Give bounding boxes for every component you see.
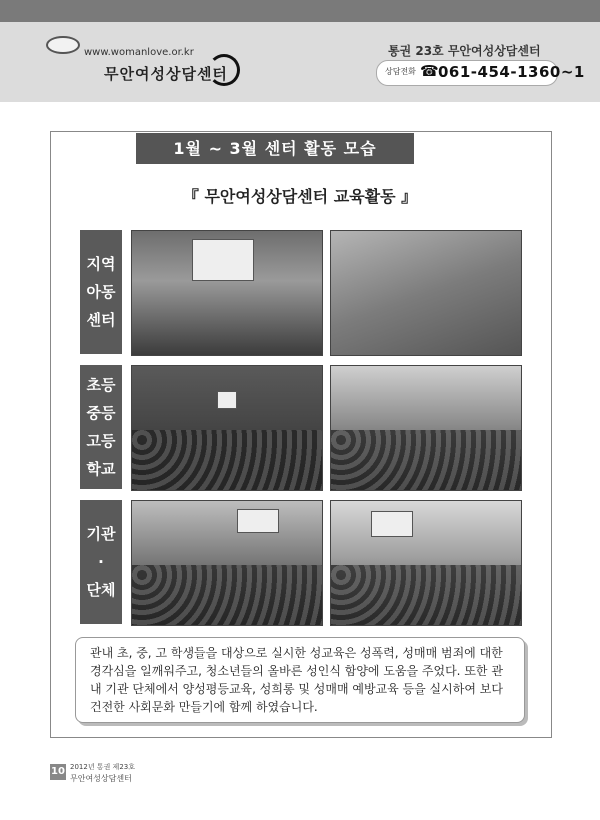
photo-organization-hall [330,500,522,626]
logo-mark-icon [46,36,80,54]
label-line: 기관 [86,525,116,543]
website-url[interactable]: www.womanlove.or.kr [84,47,194,58]
section-label-community-center [80,230,122,354]
section-subtitle: 『 무안여성상담센터 교육활동 』 [182,187,418,206]
label-line: 학교 [86,460,116,478]
projector-screen [217,391,237,409]
label-line: 단체 [86,581,116,599]
page-title: 1월 ~ 3월 센터 활동 모습 [136,133,414,164]
projector-screen [371,511,413,537]
label-line: 고등 [86,432,116,450]
summary-box [75,637,525,723]
label-line: 지역 [86,255,116,273]
label-line: 중등 [86,404,116,422]
page-number: 10 [50,764,66,780]
label-line: 초등 [86,376,116,394]
logo-ring-icon [208,54,240,86]
audience [132,565,322,625]
projector-screen [192,239,254,281]
footer-org-line: 무안여성상담센터 [70,774,132,783]
phone-label: 상담전화 [385,67,416,76]
audience [331,565,521,625]
phone-icon: ☎ [420,62,439,80]
issue-label: 통권 23호 무안여성상담센터 [388,44,541,58]
summary-text: 관내 초, 중, 고 학생들을 대상으로 실시한 성교육은 성폭력, 성매매 범죄에 대한 경각심을 일깨워주고, 청소년들의 올바른 성인식 함양에 도움을 주었다. 또한 관내 기관 단체에서 양성평등교육, 성희롱 및 성매매 예방교육 등을 실시하여 보다 건전한 사회문화 만들기에 함께 하였습니다. [90,646,503,714]
photo-community-center-lecture [131,230,323,356]
footer-issue-line: 2012년 통권 제23호 [70,763,135,771]
photo-school-auditorium [131,365,323,491]
photo-organization-seminar [131,500,323,626]
label-line: 센터 [86,311,116,329]
photo-school-classroom [330,365,522,491]
section-label-organizations [80,500,122,624]
org-name: 무안여성상담센터 [104,65,228,83]
projector-screen [237,509,279,533]
section-label-schools [80,365,122,489]
students [331,430,521,490]
label-line: · [98,553,104,571]
phone-number: 061-454-1360~1 [438,63,585,81]
audience [132,430,322,490]
label-line: 아동 [86,283,116,301]
top-strip [0,0,600,22]
photo-community-center-children [330,230,522,356]
